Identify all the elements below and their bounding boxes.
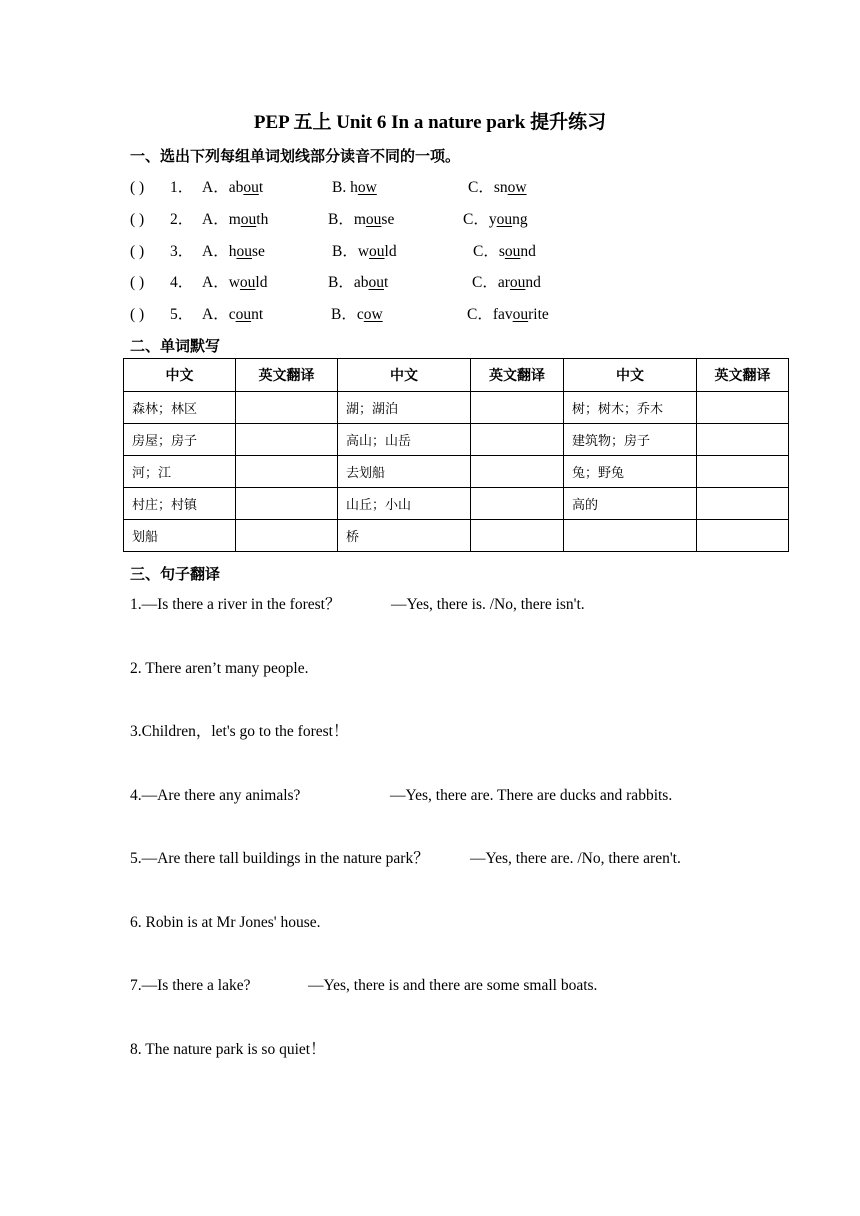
- sentence-item: [130, 594, 750, 616]
- answer-blank[interactable]: ( ): [130, 243, 145, 260]
- english-answer-cell[interactable]: [697, 392, 789, 424]
- option-b: B. how: [332, 179, 377, 196]
- chinese-cell: 高的: [564, 488, 697, 520]
- english-answer-cell[interactable]: [471, 520, 564, 552]
- sentence-answer: —Yes, there is. /No, there isn't.: [391, 596, 585, 613]
- english-answer-cell[interactable]: [471, 456, 564, 488]
- answer-blank[interactable]: ( ): [130, 179, 145, 196]
- page-title: PEP 五上 Unit 6 In a nature park 提升练习: [253, 112, 607, 133]
- answer-blank[interactable]: ( ): [130, 211, 145, 228]
- section1-heading: 一、选出下列每组单词划线部分读音不同的一项。: [130, 147, 461, 165]
- sentence-question: 6. Robin is at Mr Jones' house.: [130, 914, 321, 931]
- answer-blank[interactable]: ( ): [130, 274, 145, 291]
- option-a: A．mouth: [202, 211, 269, 228]
- english-answer-cell[interactable]: [236, 424, 338, 456]
- sentence-answer: —Yes, there are. There are ducks and rabbits.: [390, 787, 673, 804]
- column-header: 英文翻译: [471, 359, 564, 392]
- chinese-cell: 村庄；村镇: [124, 488, 236, 520]
- chinese-cell: 房屋；房子: [124, 424, 236, 456]
- sentence-question: 7.—Is there a lake?: [130, 977, 251, 994]
- english-answer-cell[interactable]: [471, 488, 564, 520]
- question-number: 2．: [170, 211, 194, 228]
- option-b: B．cow: [331, 306, 383, 323]
- option-c: C．snow: [468, 179, 527, 196]
- option-b: B．would: [332, 243, 397, 260]
- table-row: [124, 456, 789, 488]
- sentence-answer: —Yes, there are. /No, there aren't.: [470, 850, 681, 867]
- option-c: C．sound: [473, 243, 536, 260]
- sentence-item: [130, 721, 750, 743]
- english-answer-cell[interactable]: [697, 520, 789, 552]
- english-answer-cell[interactable]: [471, 424, 564, 456]
- option-c: C．favourite: [467, 306, 549, 323]
- english-answer-cell[interactable]: [236, 520, 338, 552]
- question-number: 3．: [170, 243, 194, 260]
- chinese-cell: 树；树木；乔木: [564, 392, 697, 424]
- option-c: C．young: [463, 211, 528, 228]
- sentence-item: [130, 1039, 750, 1061]
- vocab-table: [123, 358, 789, 552]
- english-answer-cell[interactable]: [236, 488, 338, 520]
- section2-heading: 二、单词默写: [130, 337, 221, 355]
- chinese-cell: 划船: [124, 520, 236, 552]
- sentence-question: 5.—Are there tall buildings in the nature park？: [130, 850, 429, 867]
- column-header: 英文翻译: [236, 359, 338, 392]
- question-number: 4．: [170, 274, 194, 291]
- question-number: 1．: [170, 179, 194, 196]
- column-header: 中文: [124, 359, 236, 392]
- sentence-question: 1.—Is there a river in the forest？: [130, 596, 341, 613]
- table-row: [124, 392, 789, 424]
- sentence-item: [130, 848, 750, 870]
- sentence-item: [130, 785, 750, 807]
- option-b: B．about: [328, 274, 389, 291]
- sentence-answer: —Yes, there is and there are some small boats.: [308, 977, 598, 994]
- table-row: [124, 424, 789, 456]
- question-number: 5．: [170, 306, 194, 323]
- option-c: C．around: [472, 274, 541, 291]
- sentence-question: 4.—Are there any animals?: [130, 787, 301, 804]
- chinese-cell: 森林；林区: [124, 392, 236, 424]
- english-answer-cell[interactable]: [697, 456, 789, 488]
- table-row: [124, 488, 789, 520]
- chinese-cell: 兔；野兔: [564, 456, 697, 488]
- option-a: A．count: [202, 306, 264, 323]
- option-a: A．house: [202, 243, 265, 260]
- chinese-cell: 桥: [338, 520, 471, 552]
- option-a: A．about: [202, 179, 264, 196]
- sentence-question: 3.Children，let's go to the forest！: [130, 723, 349, 740]
- chinese-cell: 河；江: [124, 456, 236, 488]
- answer-blank[interactable]: ( ): [130, 306, 145, 323]
- column-header: 中文: [564, 359, 697, 392]
- english-answer-cell[interactable]: [471, 392, 564, 424]
- option-a: A．would: [202, 274, 268, 291]
- table-header-row: [124, 359, 789, 392]
- chinese-cell: 山丘；小山: [338, 488, 471, 520]
- english-answer-cell[interactable]: [697, 488, 789, 520]
- table-row: [124, 520, 789, 552]
- sentence-question: 8. The nature park is so quiet！: [130, 1041, 326, 1058]
- chinese-cell: 湖；湖泊: [338, 392, 471, 424]
- chinese-cell: 去划船: [338, 456, 471, 488]
- sentence-item: [130, 658, 750, 680]
- chinese-cell: 高山；山岳: [338, 424, 471, 456]
- column-header: 中文: [338, 359, 471, 392]
- chinese-cell: 建筑物；房子: [564, 424, 697, 456]
- english-answer-cell[interactable]: [236, 392, 338, 424]
- section3-heading: 三、句子翻译: [130, 565, 221, 583]
- chinese-cell: [564, 520, 697, 552]
- sentence-item: [130, 975, 750, 997]
- sentence-question: 2. There aren’t many people.: [130, 660, 309, 677]
- sentence-item: [130, 912, 750, 934]
- option-b: B．mouse: [328, 211, 395, 228]
- column-header: 英文翻译: [697, 359, 789, 392]
- english-answer-cell[interactable]: [236, 456, 338, 488]
- english-answer-cell[interactable]: [697, 424, 789, 456]
